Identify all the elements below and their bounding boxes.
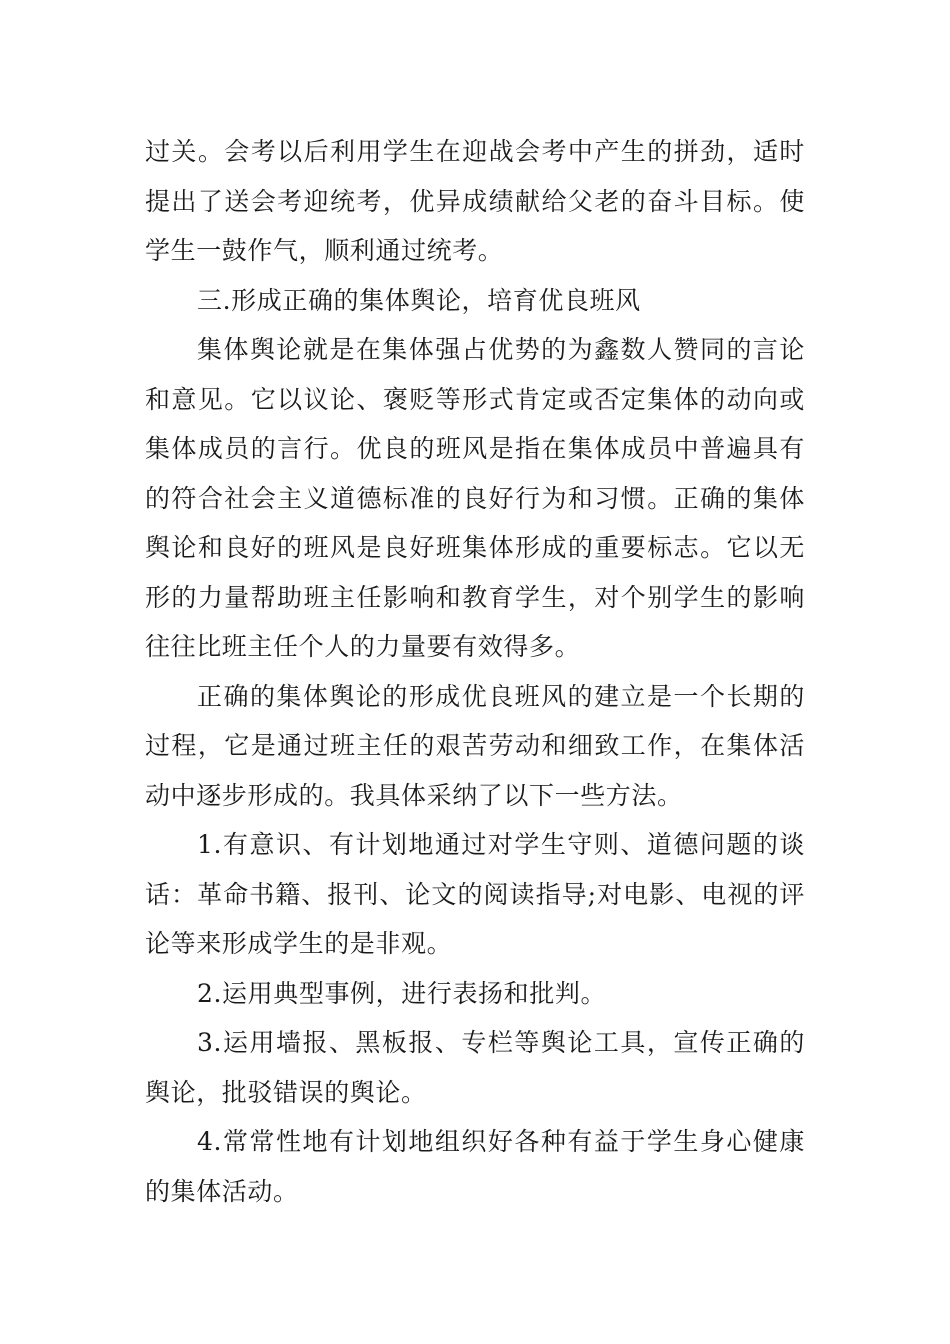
paragraph: 集体舆论就是在集体强占优势的为鑫数人赞同的言论和意见。它以议论、褒贬等形式肯定或否定集体的动向或集体成员的言行。优良的班风是指在集体成员中普遍具有的符合社会主义道德标准的良好行为和习惯。正确的集体舆论和良好的班风是良好班集体形成的重要标志。它以无形的力量帮助班主任影响和教育学生，对个别学生的影响往往比班主任个人的力量要有效得多。 xyxy=(145,335,805,661)
paragraph: 正确的集体舆论的形成优良班风的建立是一个长期的过程，它是通过班主任的艰苦劳动和细致工作，在集体活动中逐步形成的。我具体采纳了以下一些方法。 xyxy=(145,681,805,810)
section-heading: 三.形成正确的集体舆论，培育优良班风 xyxy=(197,285,641,315)
list-item: 4.常常性地有计划地组织好各种有益于学生身心健康的集体活动。 xyxy=(145,1127,805,1206)
document-body xyxy=(145,127,805,1216)
list-item: 1.有意识、有计划地通过对学生守则、道德问题的谈话：革命书籍、报刊、论文的阅读指导;对电影、电视的评论等来形成学生的是非观。 xyxy=(145,830,805,958)
paragraph-continuation: 过关。会考以后利用学生在迎战会考中产生的拼劲，适时提出了送会考迎统考，优异成绩献给父老的奋斗目标。使学生一鼓作气，顺利通过统考。 xyxy=(145,137,805,265)
list-item: 2.运用典型事例，进行表扬和批判。 xyxy=(197,978,607,1008)
list-item: 3.运用墙报、黑板报、专栏等舆论工具，宣传正确的舆论，批驳错误的舆论。 xyxy=(145,1028,805,1107)
